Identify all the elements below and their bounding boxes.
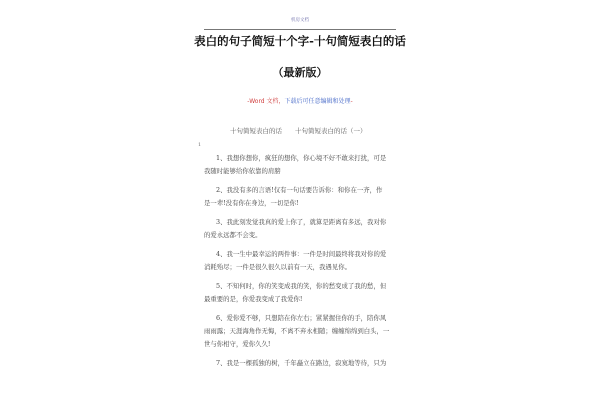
word-note-text: 下载后可任意编辑和处理 [284, 98, 351, 105]
paragraph-line: 雨雨露；天涯海角作无悔，不离不弃永相随；缠缠绵绵到白头，一 [204, 327, 390, 335]
word-note-prefix: -Word 文档， [247, 98, 285, 105]
paragraph [204, 312, 398, 351]
word-note-suffix: - [350, 98, 353, 105]
paragraph-line: 7、我是一棵孤独的树，千年矗立在路边，寂寞地等待，只为 [216, 359, 387, 367]
paragraph-line: 的爱永远都不会变。 [204, 231, 262, 239]
paragraph-line: 3、我此刻发觉我真的爱上你了，就算是距离有多远，我对你 [216, 218, 387, 226]
paragraph-line: 我随时能够给你依靠的肩膀 [204, 167, 281, 175]
word-note [170, 96, 430, 105]
paragraph-line: 5、不知何时，你的笑变成我的笑，你的愁变成了我的愁，但 [216, 282, 387, 290]
body-text [204, 152, 398, 376]
document-subtitle: （最新版） [272, 66, 328, 79]
header-label: 机房文档 [291, 18, 309, 23]
paragraph [204, 357, 398, 370]
paragraph-line: 消耗殆尽；一件是很久很久以前有一天，我遇见你。 [204, 263, 351, 271]
paragraph-line: 4、我一生中最幸运的两件事：一件是时间最终将我对你的爱 [216, 250, 387, 258]
header-divider [204, 29, 396, 30]
paragraph-line: 1、我想你想你，疯狂的想你，你心境不好不敢来打扰，可是 [216, 154, 387, 162]
paragraph-line: 6、爱你爱不够，只想陪在你左右；紧紧握住你的手，陪你风 [216, 314, 387, 322]
document-title: 表白的句子简短十个字-十句简短表白的话 [194, 34, 406, 48]
stray-mark: 1 [198, 142, 202, 148]
paragraph-line: 最重要的是，你爱我变成了我爱你! [204, 295, 303, 303]
paragraph [204, 280, 398, 306]
section-heading: 十句简短表白的话 十句简短表白的话（一） [230, 127, 367, 135]
paragraph-line: 是一辈!没有你在身边，一切是你! [204, 199, 299, 207]
paragraph [204, 216, 398, 242]
paragraph-line: 2、我没有多的言语!仅有一句话要告诉你：和你在一齐，作 [216, 186, 383, 194]
document-page [170, 0, 430, 400]
paragraph [204, 152, 398, 178]
paragraph [204, 184, 398, 210]
paragraph-line: 世与你相守，爱你久久! [204, 340, 271, 348]
paragraph [204, 248, 398, 274]
